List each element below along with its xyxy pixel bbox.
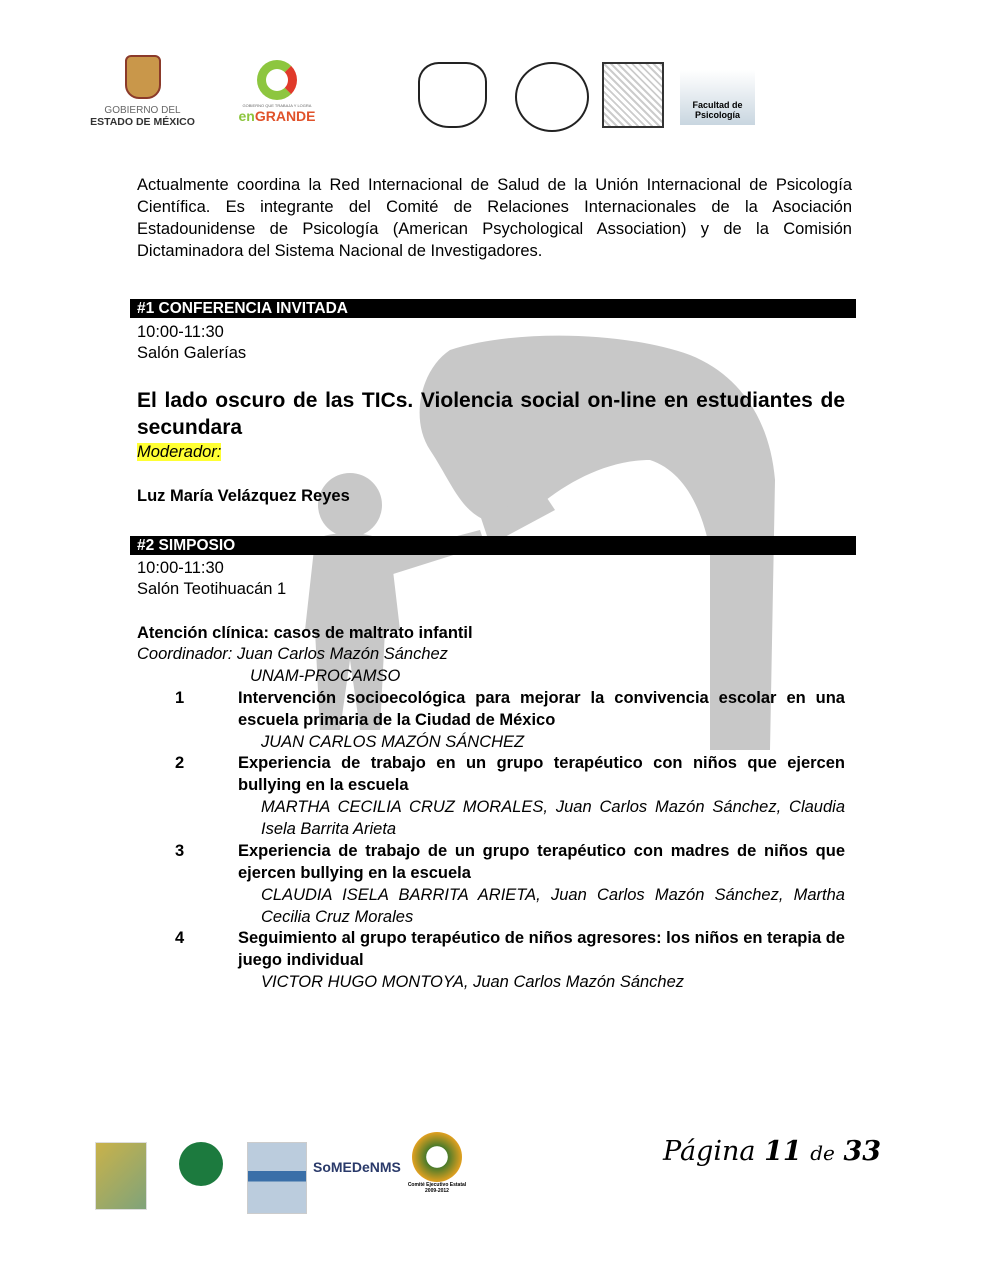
footer-logo-1 [95,1142,147,1210]
item-authors: MARTHA CECILIA CRUZ MORALES, Juan Carlos Mazón Sánchez, Claudia Isela Barrita Arieta [261,798,845,838]
engrande-logo [232,60,322,130]
institution: UNAM-PROCAMSO [250,667,401,685]
item-title: Experiencia de trabajo en un grupo terapéutico con niños que ejercen bullying en la escuela [238,754,845,794]
item-authors: JUAN CARLOS MAZÓN SÁNCHEZ [261,733,525,751]
section-header: #2 SIMPOSIO [130,536,856,555]
coordinator: Coordinador: Juan Carlos Mazón Sánchez [137,645,448,663]
item-number: 3 [175,842,185,860]
gobierno-edomex-logo [85,55,200,130]
logo-text: Comité Ejecutivo Estatal 2009-2012 [407,1182,467,1194]
item-title: Intervención socioecológica para mejorar la convivencia escolar en una escuela primaria de la Ciudad de México [238,689,845,729]
derechos-humanos-logo [173,1142,228,1208]
section-header: #1 CONFERENCIA INVITADA [130,299,856,318]
comite-logo [407,1132,467,1208]
page-label: Página [663,1136,756,1167]
page-of: de [810,1141,835,1165]
logo-text: GRANDE [254,108,316,124]
item-authors: CLAUDIA ISELA BARRITA ARIETA, Juan Carlos Mazón Sánchez, Martha Cecilia Cruz Morales [261,886,845,926]
list-item [137,840,845,928]
session-time: 10:00-11:30 [137,559,224,577]
moderator-name: Luz María Velázquez Reyes [137,487,350,505]
unam-escudo-logo [602,62,664,128]
logo-text: GOBIERNO DEL [104,105,181,116]
item-authors: VICTOR HUGO MONTOYA, Juan Carlos Mazón Sánchez [261,973,685,991]
somedenms-logo: SoMEDeNMS [313,1159,401,1175]
unam-seal-logo [418,62,487,128]
session-room: Salón Galerías [137,344,247,362]
footer-logo-3 [247,1142,307,1214]
symposium-title: Atención clínica: casos de maltrato infantil [137,624,473,642]
logo-text: ESTADO DE MÉXICO [90,116,195,128]
page-number [663,1136,881,1167]
item-title: Experiencia de trabajo de un grupo terapéutico con madres de niños que ejercen bullying en la escuela [238,842,845,882]
item-number: 2 [175,754,185,772]
item-title: Seguimiento al grupo terapéutico de niños agresores: los niños en terapia de juego individual [238,929,845,969]
intro-paragraph: Actualmente coordina la Red Internacional de Salud de la Unión Internacional de Psicología Científica. Es integrante del Comité de Relaciones Internacionales de la Asociación Estadounidense de Psicología (American Psychological Association) y de la Comisión Dictaminadora del Sistema Nacional de Investigadores. [137,176,852,260]
page-current: 11 [764,1136,802,1167]
list-item [137,687,845,753]
conference-title: El lado oscuro de las TICs. Violencia social on-line en estudiantes de secundara [137,389,845,439]
facultad-ciencias-conducta-logo [515,62,589,132]
page-total: 33 [843,1136,882,1167]
facultad-psicologia-logo: Facultad de Psicología [680,70,755,125]
moderator-label: Moderador: [137,443,222,461]
logo-text: en [238,108,255,124]
session-room: Salón Teotihuacán 1 [137,580,287,598]
item-number: 1 [175,689,185,707]
list-item [137,752,845,840]
logo-text: GOBIERNO QUE TRABAJA Y LOGRA [242,103,312,108]
session-time: 10:00-11:30 [137,323,224,341]
list-item [137,927,845,993]
item-number: 4 [175,929,185,947]
